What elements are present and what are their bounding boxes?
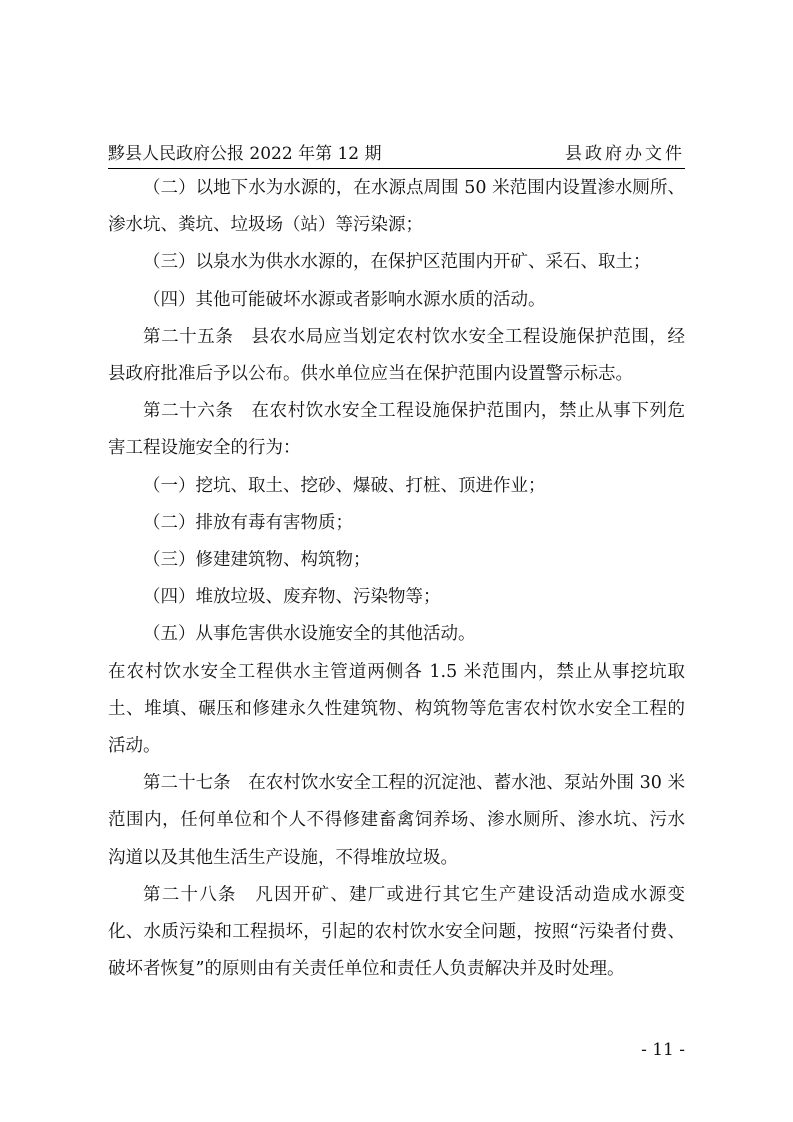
article-item: （四）堆放垃圾、废弃物、污染物等；: [143, 587, 441, 608]
clause-paragraph: （四）其他可能破坏水源或者影响水源水质的活动。: [143, 289, 546, 310]
article-text: 在农村饮水安全工程设施保护范围内，禁止从事下列危害工程设施安全的行为：: [108, 401, 686, 459]
article-item: （五）从事危害供水设施安全的其他活动。: [143, 624, 476, 645]
article-26: [108, 393, 685, 467]
page-number: - 11 -: [641, 1040, 685, 1060]
article-item: （一）挖坑、取土、挖砂、爆破、打桩、顶进作业；: [143, 475, 546, 496]
header-publication-title: 黟县人民政府公报 2022 年第 12 期: [108, 144, 382, 164]
clause-paragraph: （二）以地下水为水源的，在水源点周围 50 米范围内设置渗水厕所、渗水坑、粪坑、垃圾场（站）等污染源；: [108, 178, 685, 236]
article-text: 凡因开矿、建厂或进行其它生产建设活动造成水源变化、水质污染和工程损坏，引起的农村饮水安全问题，按照“污染者付费、破坏者恢复”的原则由有关责任单位和责任人负责解决并及时处理。: [108, 884, 686, 980]
article-item: （三）修建建筑物、构筑物；: [143, 550, 371, 571]
article-title: 第二十五条: [143, 326, 234, 347]
article-27: [108, 765, 685, 877]
document-body: [108, 170, 685, 988]
article-paragraph: 在农村饮水安全工程供水主管道两侧各 1.5 米范围内，禁止从事挖坑取土、堆填、碾压和修建永久性建筑物、构筑物等危害农村饮水安全工程的活动。: [108, 661, 685, 757]
article-item: （二）排放有毒有害物质；: [143, 512, 353, 533]
article-text: 县农水局应当划定农村饮水安全工程设施保护范围，经县政府批准后予以公布。供水单位应当在保护范围内设置警示标志。: [108, 326, 686, 385]
article-title: 第二十八条: [143, 884, 237, 905]
article-text: 在农村饮水安全工程的沉淀池、蓄水池、泵站外围 30 米范围内，任何单位和个人不得修建畜禽饲养场、渗水厕所、渗水坑、污水沟道以及其他生活生产设施，不得堆放垃圾。: [108, 773, 685, 868]
article-title: 第二十七条: [143, 773, 231, 794]
article-title: 第二十六条: [143, 401, 234, 422]
clause-paragraph: （三）以泉水为供水水源的，在保护区范围内开矿、采石、取土；: [143, 252, 651, 273]
article-28: [108, 877, 685, 989]
header-section-label: 县政府办文件: [565, 144, 685, 164]
article-25: [108, 319, 685, 393]
page-header: [108, 140, 685, 169]
